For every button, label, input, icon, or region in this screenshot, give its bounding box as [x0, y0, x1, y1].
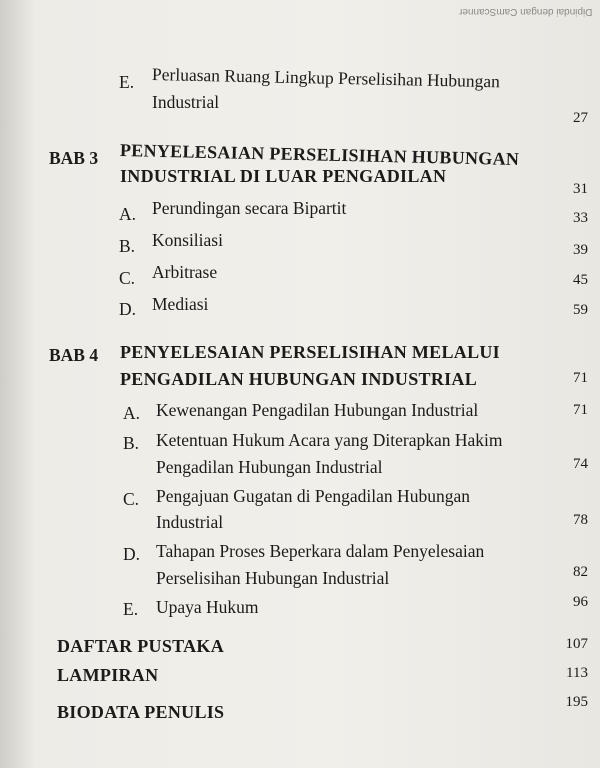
chapter-label: BAB 3	[49, 148, 99, 168]
toc-page-number: 27	[573, 110, 588, 126]
toc-item-text: Upaya Hukum	[156, 597, 259, 617]
chapter-title: PENYELESAIAN PERSELISIHAN HUBUNGAN	[119, 140, 520, 170]
toc-item-letter: C.	[123, 489, 140, 509]
toc-page-number: 74	[573, 456, 588, 472]
toc-page-number: 96	[573, 594, 588, 610]
toc-item-letter: D.	[123, 544, 141, 564]
scanner-watermark: Dipindai dengan CamScanner	[458, 6, 592, 17]
toc-page-number: 71	[573, 402, 588, 418]
toc-item-text: Ketentuan Hukum Acara yang Diterapkan Hakim	[156, 430, 503, 450]
toc-item-letter: A.	[119, 204, 137, 224]
toc-item-letter: A.	[123, 403, 141, 423]
toc-page-number: 59	[573, 302, 588, 318]
toc-item-text: Kewenangan Pengadilan Hubungan Industrial	[156, 400, 479, 420]
toc-item-text: Pengajuan Gugatan di Pengadilan Hubungan	[156, 486, 470, 506]
toc-item-text-cont: Perselisihan Hubungan Industrial	[156, 568, 390, 588]
toc-item-letter: B.	[123, 433, 140, 453]
end-matter-daftar-pustaka: DAFTAR PUSTAKA	[57, 636, 225, 656]
end-matter-lampiran: LAMPIRAN	[57, 665, 159, 685]
toc-item-text: Mediasi	[152, 294, 209, 314]
toc-page-number: 39	[573, 242, 588, 258]
chapter-title-cont: INDUSTRIAL DI LUAR PENGADILAN	[120, 166, 447, 186]
toc-item-letter: E.	[119, 72, 135, 92]
toc-item-text: Konsiliasi	[152, 230, 223, 250]
toc-page-number: 45	[573, 272, 588, 288]
toc-item-text-cont: Industrial	[152, 92, 220, 112]
toc-item-letter: E.	[123, 599, 139, 619]
toc-page-number: 78	[573, 512, 588, 528]
toc-page-number: 113	[566, 665, 588, 681]
toc-item-text: Perundingan secara Bipartit	[152, 198, 347, 218]
toc-item-text: Tahapan Proses Beperkara dalam Penyelesaian	[156, 541, 485, 561]
toc-item-text: Perluasan Ruang Lingkup Perselisihan Hubungan	[151, 64, 501, 92]
toc-item-text-cont: Pengadilan Hubungan Industrial	[156, 457, 383, 477]
chapter-title: PENYELESAIAN PERSELISIHAN MELALUI	[120, 342, 500, 362]
toc-page-number: 33	[573, 210, 588, 226]
toc-page-number: 195	[565, 694, 588, 710]
toc-item-text-cont: Industrial	[156, 512, 224, 532]
toc-page-number: 107	[565, 636, 588, 652]
end-matter-biodata-penulis: BIODATA PENULIS	[57, 702, 225, 722]
toc-item-letter: D.	[119, 299, 137, 319]
chapter-title-cont: PENGADILAN HUBUNGAN INDUSTRIAL	[120, 369, 478, 389]
chapter-page-number: 71	[573, 370, 588, 386]
chapter-page-number: 31	[573, 181, 588, 197]
toc-item-letter: C.	[119, 268, 136, 288]
toc-item-letter: B.	[119, 236, 136, 256]
toc-page-number: 82	[573, 564, 588, 580]
toc-item-text: Arbitrase	[152, 262, 218, 282]
chapter-label: BAB 4	[49, 345, 99, 365]
